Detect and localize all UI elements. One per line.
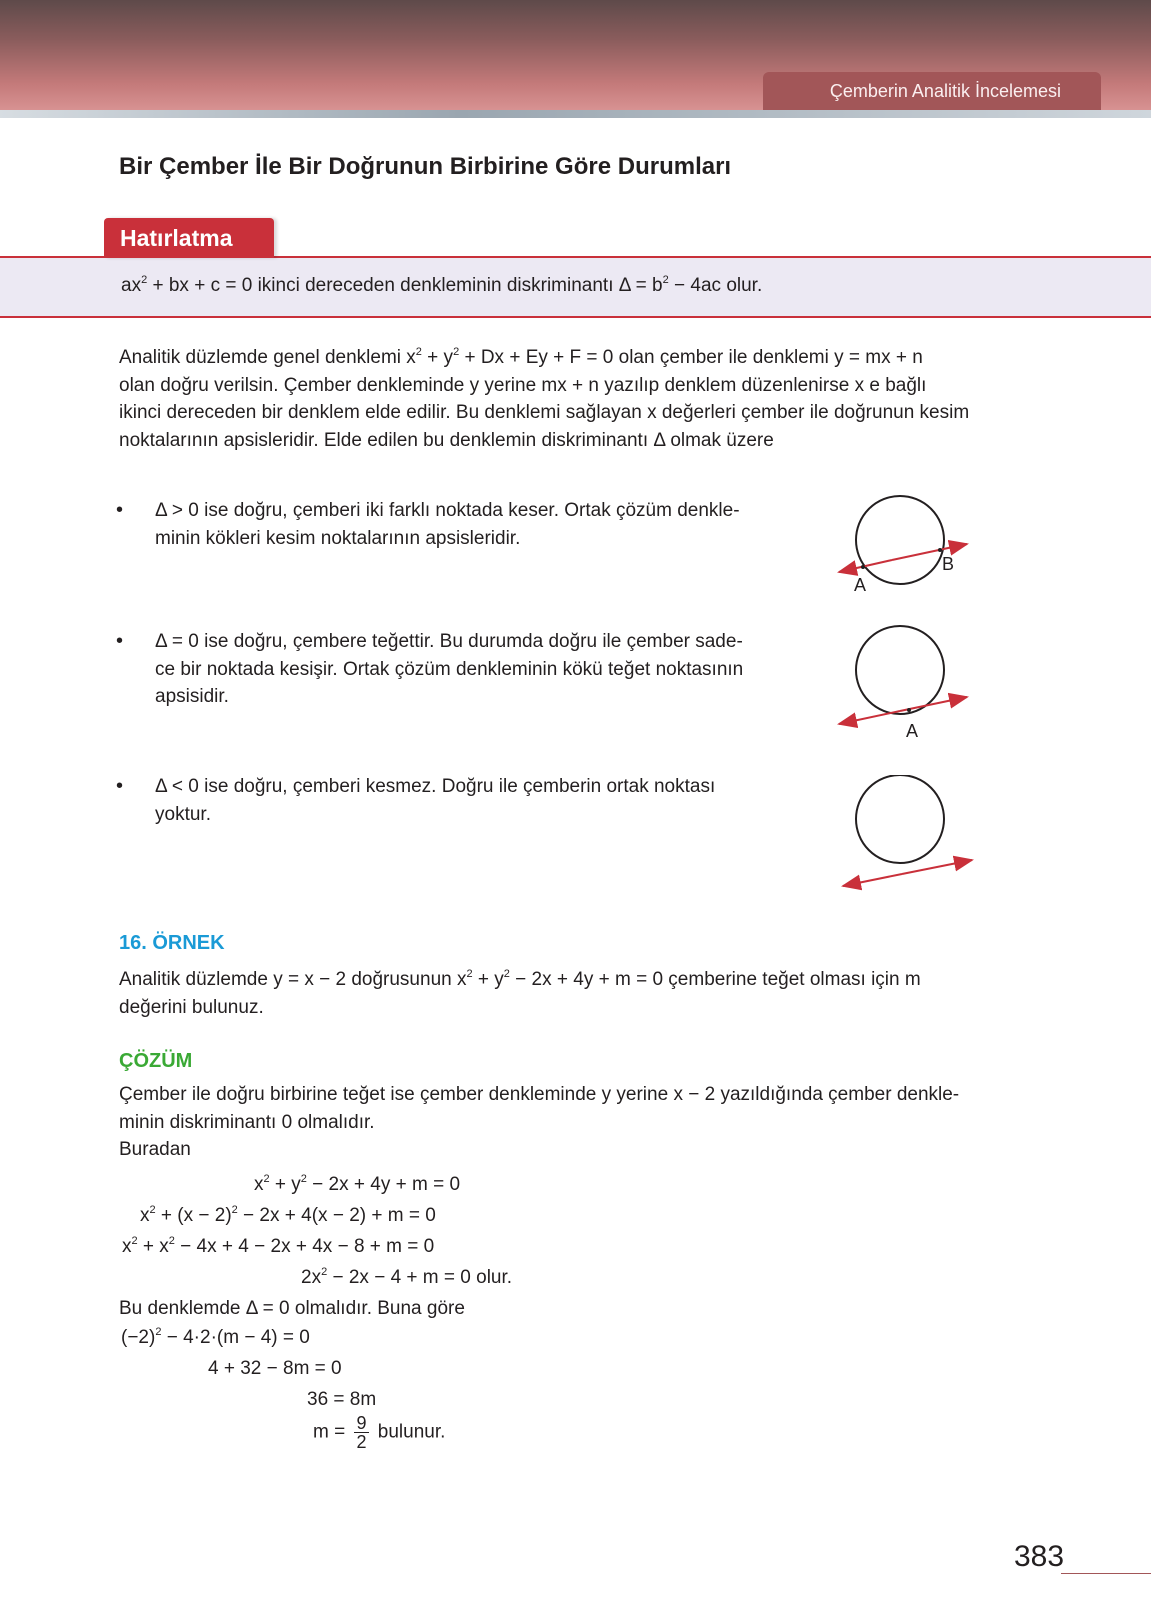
intro-line-4: noktalarının apsisleridir. Elde edilen bu denklemin diskriminantı Δ olmak üzere (119, 429, 774, 451)
equation-4: $2x^2 - 2x - 4 + m = 0$ olur. (301, 1266, 513, 1288)
intro-paragraph (119, 344, 1059, 454)
point-label-a: A (854, 575, 867, 595)
case-3-line-1: Δ < 0 ise doğru, çemberi kesmez. Doğru ile çemberin ortak noktası (155, 776, 716, 797)
tangent-figure (830, 625, 980, 745)
solution-heading: ÇÖZÜM (119, 1050, 193, 1072)
example-line-2: değerini bulunuz. (119, 996, 264, 1018)
header-strip (0, 110, 1151, 118)
equation-3: $x^2 + x^2 - 4x + 4 - 2x + 4x - 8 + m = 0$ (122, 1235, 435, 1257)
case-2-line-1: Δ = 0 ise doğru, çembere teğettir. Bu durumda doğru ile çember sade- (155, 631, 743, 652)
page-number-rule (1061, 1573, 1151, 1574)
case-3-line-2: yoktur. (155, 803, 211, 825)
equation-1: $x^2 + y^2 - 2x + 4y + m = 0$ (254, 1173, 461, 1195)
case-2-line-3: apsisidir. (155, 686, 229, 707)
reminder-box (0, 256, 1151, 318)
solution-text (119, 1081, 1059, 1164)
solution-line-4: Bu denklemde Δ = 0 olmalıdır. Buna göre (119, 1298, 465, 1319)
page-number: 383 (1014, 1540, 1065, 1573)
reminder-text: $ax^2$ + bx + c = 0 ikinci dereceden denkleminin diskriminantı $\Delta = b^2 - 4ac$ olur. (121, 274, 763, 296)
example-heading: 16. ÖRNEK (119, 932, 225, 954)
example-question (119, 966, 1059, 1021)
solution-line-1: Çember ile doğru birbirine teğet ise çember denkleminde y yerine x − 2 yazıldığında çember denkle- (119, 1084, 960, 1105)
solution-line-2: minin diskriminantı 0 olmalıdır. (119, 1111, 375, 1133)
page-title: Bir Çember İle Bir Doğrunun Birbirine Göre Durumları (119, 153, 732, 180)
point-label-b: B (942, 554, 955, 574)
bullet-2: • (116, 630, 124, 652)
discriminant-2: 4 + 32 − 8m = 0 (208, 1358, 342, 1379)
case-2-line-2: ce bir noktada kesişir. Ortak çözüm denkleminin kökü teğet noktasının (155, 658, 744, 680)
tangent-point-label: A (906, 721, 919, 741)
solution-line-3: Buradan (119, 1139, 191, 1160)
bullet-3: • (116, 775, 124, 797)
example-line-1: Analitik düzlemde y = x − 2 doğrusunun $x^2 + y^2 - 2x + 4y + m = 0$ çemberine teğet olması için m (119, 968, 921, 990)
disjoint-figure (834, 775, 984, 895)
circle-1 (856, 496, 944, 584)
discriminant-1: $(-2)^2 - 4\cdot 2\cdot(m - 4) = 0$ (121, 1326, 310, 1348)
intro-line-3: ikinci dereceden bir denklem elde edilir. Bu denklemi sağlayan x değerleri çember ile doğrunun kesim (119, 402, 970, 423)
case-1-line-2: minin kökleri kesim noktalarının apsisleridir. (155, 527, 521, 549)
result: m = $\frac{9}{2}$ bulunur. (313, 1413, 446, 1452)
intro-line-1: Analitik düzlemde genel denklemi $x^2 + y^2 + Dx + Ey + F = 0$ olan çember ile denklemi y = mx + n (119, 346, 923, 368)
secant-figure (830, 495, 980, 595)
circle-2 (856, 626, 944, 714)
fraction: $\frac{9}{2}$ (356, 1413, 367, 1452)
bullet-1: • (116, 499, 124, 521)
circle-3 (856, 775, 944, 863)
intro-line-2: olan doğru verilsin. Çember denkleminde y yerine mx + n yazılıp denklem düzenlenirse x e bağlı (119, 374, 927, 396)
chapter-tab: Çemberin Analitik İncelemesi (763, 72, 1101, 110)
case-2-text (155, 628, 815, 711)
reminder-label: Hatırlatma (104, 218, 274, 258)
case-1-text (155, 497, 815, 552)
case-1-line-1: Δ > 0 ise doğru, çemberi iki farklı noktada keser. Ortak çözüm denkle- (155, 500, 740, 521)
discriminant-3: 36 = 8m (307, 1389, 377, 1410)
case-3-text (155, 773, 815, 828)
equation-2: $x^2 + (x - 2)^2 - 2x + 4(x - 2) + m = 0$ (140, 1204, 436, 1226)
